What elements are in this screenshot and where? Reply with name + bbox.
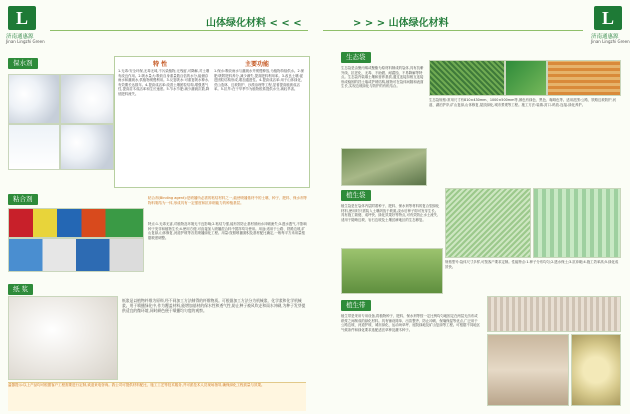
product-image-powder	[8, 74, 60, 124]
binder-intro-text: 粘合剂(Binding agent):是喷播所必需的粘结材料之一,能使喷播基材中的土壤、种子、肥料、保水剂等物料黏结为一体,形成具有一定强度和抗冲刷能力的种植基层。	[148, 196, 307, 205]
product-image-bag-stack	[547, 60, 621, 96]
page-title: > > > 山体绿化材料	[353, 18, 449, 29]
logo-english-text: Jinan Lingzhi Green	[591, 39, 630, 44]
product-image-eco-bag	[429, 60, 505, 96]
section-label-paper-pulp: 纸 浆	[8, 284, 33, 295]
features-text: 1.无毒:安全环保,无毒无味,不污染植物,无残留,可降解,对土壤有改良作用。2.吸水量大:吸收自身重量数百倍的水分,能储存雨水和灌溉水,供植物缓慢利用。3.反复吸水:可重复吸水释水,有效期长达数年。4.提高成活率:改善土壤团粒结构,增强透气性,提高苗木成活率和生长速度。5.节水节肥:减少灌溉次数,降低肥料流失。	[118, 69, 210, 96]
product-image-eco-bag	[505, 60, 547, 96]
veg-belt-text: 植生带是采用专用设备,将植物种子、肥料、保水剂等按一定比例均匀地固定在两层无纺布或纸浆之间制成的绿化材料。具有铺设简单、出苗整齐、防止冲刷、保墒保湿等优点,广泛用于公路边坡、河道护坡、城市绿化、运动场草坪、庭院绿地及矿山复绿等工程。可根据不同地区气候条件和绿化要求选配适宜草种及灌木种子。	[341, 314, 481, 332]
eco-bag-spec-text: 生态袋规格:常用尺寸有810×430mm、1000×500mm等,颜色有绿色、黑色、咖啡色等。适用范围:公路、铁路边坡防护,河道、湖泊护岸,矿山复绿,山体修复,屋顶绿化,城市景观等工程。施工方法:装填-封口-码放-连接-绿化养护。	[429, 98, 616, 107]
bottom-note: 温馨提示:以上产品均可根据客户工程需要进行定制,欢迎来电咨询。我公司可提供材料配比、施工工艺等技术服务,并可派技术人员现场指导,确保绿化工程质量与效果。	[8, 382, 306, 411]
column-head-functions: 主要功能	[245, 61, 270, 68]
product-image-veg-bag	[445, 188, 531, 258]
section-label-veg-belt: 植生带	[341, 300, 371, 311]
product-image-slope	[341, 148, 427, 186]
section-label-veg-bag: 植生袋	[341, 190, 371, 201]
logo-chinese-text: 济南通惠源	[591, 34, 619, 40]
water-retention-spec-box	[114, 56, 310, 188]
product-image-bottle	[8, 124, 60, 170]
logo-chinese-text: 济南通惠源	[6, 34, 34, 40]
functions-text: 1.保水:吸收雨水与灌溉水并缓慢释放,为植物持续供水。2.保肥:吸附肥料养分,减少淋失,提高肥料利用率。3.改良土壤:促进团粒结构形成,增加通透性。4.提高成活率:用于山体绿化、荒山造林、边坡防护、沙漠治理等工程,显著提高植被成活率。5.抗旱:在干旱季节为植物根系提供水分,减轻旱害。	[214, 69, 305, 92]
eco-bag-text: 生态袋是由聚丙烯或聚酯为原材料制成的袋体,具有抗紫外线、抗老化、无毒、不助燃、耐腐蚀、不易降解等特点。生态袋内装填土壤和营养基质,通过连接扣相互连接形成稳固的挡土墙或护坡结构,植物可在袋体间隙和表面生长,实现边坡绿化与防护的有机结合。	[341, 66, 424, 89]
company-logo: L	[8, 6, 36, 30]
product-image-powder	[60, 74, 114, 124]
title-rule	[50, 30, 308, 31]
product-image-bags	[8, 208, 144, 238]
veg-bag-spec-text: 规格型号:袋体尺寸多样,可按客户要求定制。性能特点:1.种子分布均匀;2.透水保土;3.抗冲刷;4.施工效率高;5.绿化成效快。	[445, 260, 619, 269]
paper-pulp-text: 纸浆是以植物纤维为原料,经不同加工方法制得的纤维物质。可根据加工方法分为机械浆、化学浆和化学机械浆。用于喷播绿化中,作为覆盖材料,能增加基材的保水性和透气性,防止种子被风吹走和雨水冲刷,为种子发芽提供适宜的微环境,同时颜色便于喷播均匀度的观察。	[122, 298, 306, 314]
product-image-veg-bag-close	[533, 188, 621, 258]
product-image-seed-sample	[571, 334, 621, 406]
product-image-veg-belt	[487, 334, 569, 406]
title-rule	[323, 30, 583, 31]
section-label-eco-bag: 生态袋	[341, 52, 371, 63]
product-image-veg-belt-roll	[487, 296, 621, 332]
product-image-veg-bag-green	[341, 248, 443, 294]
page-title: 山体绿化材料 < < <	[206, 18, 302, 29]
veg-bag-text: 植生袋是在袋体内层附着种子、肥料、保水剂等材料的复合型绿化材料,使用时只需装入土壤码放于坡面,浇水后种子即可发芽生长。具有施工简便、成坪快、绿化效果好等特点,可有效防止水土流失,适用于陡峭边坡、岩石边坡及土壤贫瘠地区的生态修复。	[341, 204, 440, 222]
product-image-paper-pulp	[8, 296, 118, 380]
binder-body-text: 特点:1.无毒无害,对植物及环境无不良影响;2.粘结力强,能有效防止基材被雨水冲刷流失;3.透水透气,不影响种子发芽和植物生长;4.使用方便,可直接加入喷播混合料中搅拌均匀使用。用途:适用于公路、铁路边坡,矿山复绿,山体修复,河道护坡等各类喷播绿化工程。用量:按照喷播面积及基材配比确定,一般每平方米用量根据坡度调整。	[148, 222, 307, 240]
company-logo: L	[594, 6, 622, 30]
logo-english-text: Jinan Lingzhi Green	[6, 39, 45, 44]
column-head-features: 特 性	[153, 61, 168, 68]
product-image-gel	[60, 124, 114, 170]
right-page	[315, 0, 630, 414]
section-label-water-retention: 保水剂	[8, 58, 38, 69]
product-image-boxes	[8, 238, 144, 272]
section-label-binder: 粘合剂	[8, 194, 38, 205]
